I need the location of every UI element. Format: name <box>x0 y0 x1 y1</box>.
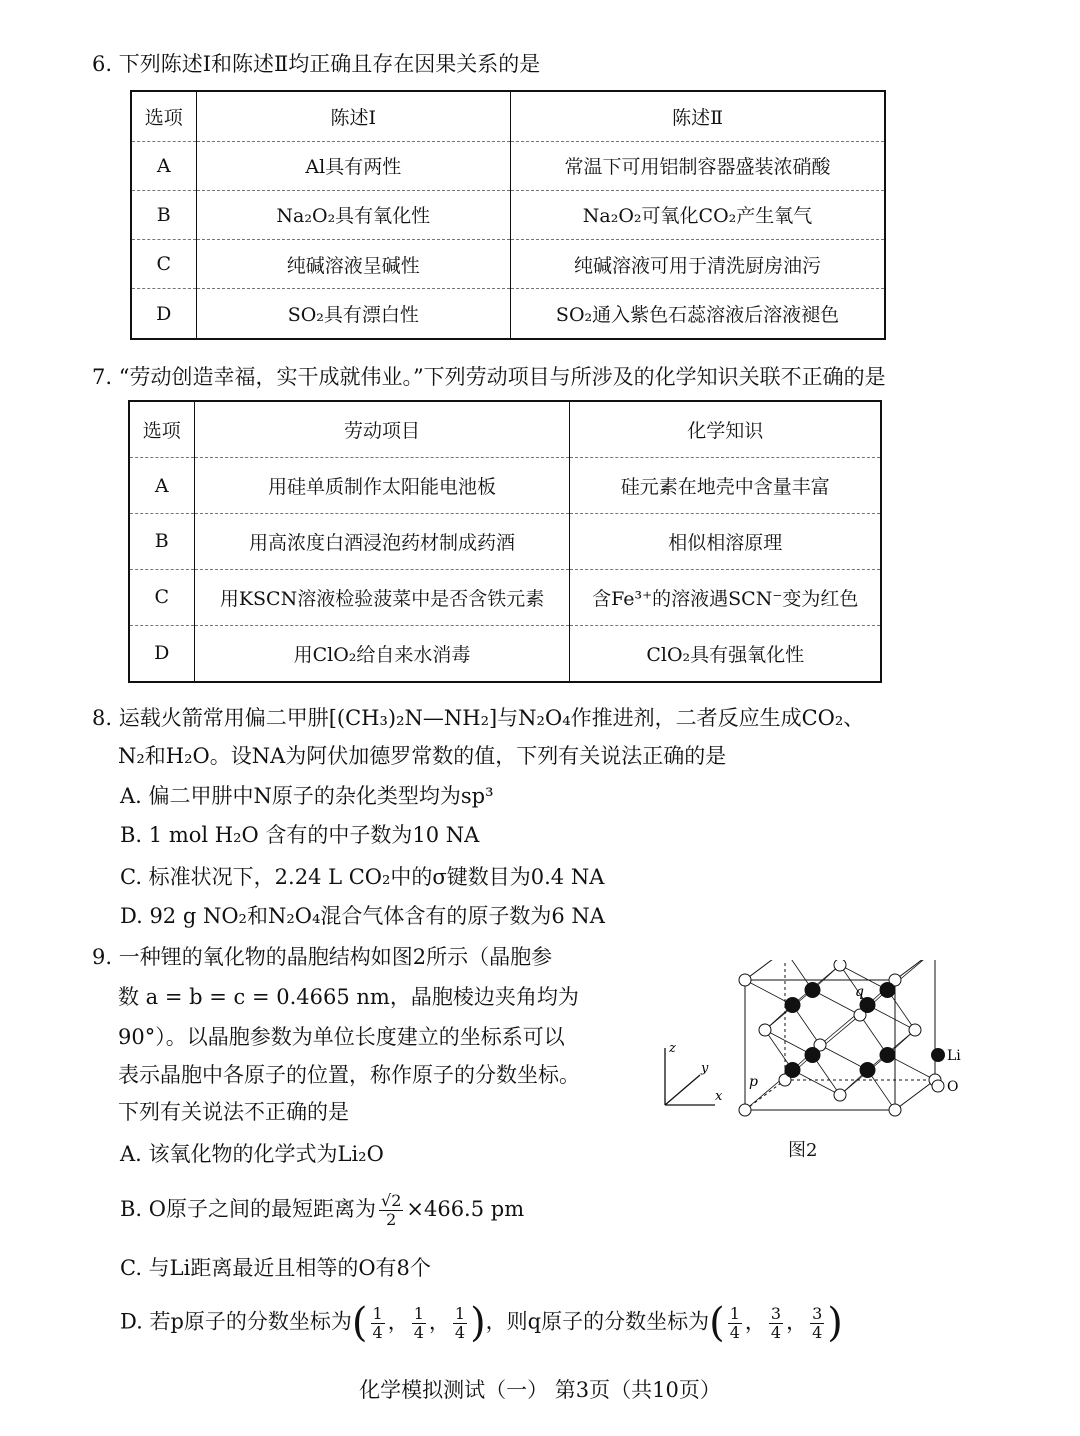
q8-stem-line2: N₂和H₂O。设NA为阿伏加德罗常数的值，下列有关说法正确的是 <box>118 744 727 768</box>
page-footer: 化学模拟测试（一） 第3页（共10页） <box>359 1378 721 1402</box>
legend-o: O <box>947 1079 959 1095</box>
denominator: 4 <box>812 1322 823 1342</box>
q6-stem: 6. 下列陈述Ⅰ和陈述Ⅱ均正确且存在因果关系的是 <box>92 52 541 76</box>
unit-cell <box>739 960 941 1116</box>
o-atom <box>834 1089 846 1101</box>
table-row <box>129 625 881 682</box>
o-atom <box>759 1024 771 1036</box>
table-row <box>131 190 885 239</box>
li-legend-icon <box>931 1048 945 1062</box>
crystal-figure <box>655 960 975 1120</box>
q9-option-c: C. 与Li距离最近且相等的O有8个 <box>120 1256 431 1280</box>
table-cell: D <box>129 625 194 682</box>
numerator: 1 <box>372 1303 383 1323</box>
q8-option-b: B. 1 mol H₂O 含有的中子数为10 NA <box>120 823 480 847</box>
o-atom <box>909 1024 921 1036</box>
denominator: 4 <box>729 1322 740 1342</box>
option-text: B. O原子之间的最短距离为 <box>120 1197 376 1221</box>
q7-table <box>128 400 882 683</box>
table-cell: Al具有两性 <box>196 141 511 190</box>
o-atom <box>889 1104 901 1116</box>
fraction <box>371 1305 385 1342</box>
table-row <box>131 91 885 141</box>
q8-option-a: A. 偏二甲肼中N原子的杂化类型均为sp³ <box>120 784 494 808</box>
table-row <box>131 141 885 190</box>
option-text: ，则q原子的分数坐标为 <box>485 1309 710 1334</box>
bond <box>820 1045 868 1070</box>
axis-y-label: y <box>701 1061 709 1076</box>
denominator: 4 <box>454 1322 466 1342</box>
denominator: 4 <box>372 1322 383 1342</box>
li-atom <box>805 1047 821 1063</box>
table-cell: 陈述Ⅰ <box>196 91 511 141</box>
table-cell: B <box>129 514 194 570</box>
fraction <box>412 1305 426 1342</box>
table-row <box>131 289 885 339</box>
table-cell: 用高浓度白酒浸泡药材制成药酒 <box>194 514 570 570</box>
numerator: 3 <box>812 1303 823 1323</box>
o-atom <box>739 1104 751 1116</box>
table-cell: 纯碱溶液可用于清洗厨房油污 <box>511 240 885 289</box>
table-cell: Na₂O₂可氧化CO₂产生氧气 <box>511 190 885 239</box>
table-cell: SO₂具有漂白性 <box>196 289 511 339</box>
axis-x-label: x <box>715 1089 723 1104</box>
table-row <box>131 240 885 289</box>
q9-line: 下列有关说法不正确的是 <box>118 1100 349 1124</box>
figure-caption: 图2 <box>788 1140 818 1161</box>
q-coordinates: $\frac{1}{4}$ ， $\frac{3}{4}$ ， $\frac{3}{4}$ <box>729 1303 823 1342</box>
q7-stem: 7. “劳动创造幸福，实干成就伟业。”下列劳动项目与所涉及的化学知识关联不正确的是 <box>92 365 886 389</box>
table-cell: 纯碱溶液呈碱性 <box>196 240 511 289</box>
numerator: √2 <box>381 1191 402 1210</box>
table-cell: A <box>129 458 194 514</box>
option-text: D. 若p原子的分数坐标为 <box>120 1309 352 1334</box>
table-cell: SO₂通入紫色石蕊溶液后溶液褪色 <box>511 289 885 339</box>
table-row <box>129 569 881 625</box>
bond <box>765 1030 813 1055</box>
table-cell: 相似相溶原理 <box>570 514 881 570</box>
q9-line: 90°）。以晶胞参数为单位长度建立的坐标系可以 <box>118 1025 565 1049</box>
table-cell: D <box>131 289 196 339</box>
table-cell: 用硅单质制作太阳能电池板 <box>194 458 570 514</box>
cell-edge <box>895 960 935 980</box>
o-legend-icon <box>932 1080 944 1092</box>
li-atom <box>805 982 821 998</box>
bond <box>813 990 861 1015</box>
li-atom <box>880 982 896 998</box>
table-cell: A <box>131 141 196 190</box>
table-cell: 硅元素在地壳中含量丰富 <box>570 458 881 514</box>
q9-option-d: D. 若p原子的分数坐标为( $\frac{1}{4}$ ， $\frac{1}{4}$ ， $\frac{1}{4}$ )，则q原子的分数坐标为( $\frac{1}{4}$ ， $\frac{3}{4}$ ， $\frac{3}{4}$ ) <box>120 1300 843 1346</box>
q9-line: 表示晶胞中各原子的位置，称作原子的分数坐标。 <box>118 1063 580 1087</box>
label-p: p <box>749 1074 758 1090</box>
li-atom <box>785 1062 801 1078</box>
table-cell: Na₂O₂具有氧化性 <box>196 190 511 239</box>
fraction <box>379 1192 403 1229</box>
table-row <box>129 514 881 570</box>
q9-option-a: A. 该氧化物的化学式为Li₂O <box>120 1142 384 1166</box>
q6-table <box>130 90 886 340</box>
table-cell: 用ClO₂给自来水消毒 <box>194 625 570 682</box>
table-cell: 含Fe³⁺的溶液遇SCN⁻变为红色 <box>570 569 881 625</box>
q8-option-c: C. 标准状况下，2.24 L CO₂中的σ键数目为0.4 NA <box>120 865 605 889</box>
fraction <box>769 1305 783 1342</box>
table-cell: 选项 <box>129 401 194 458</box>
bond <box>868 1005 916 1030</box>
table-cell: 选项 <box>131 91 196 141</box>
p-coordinates: $\frac{1}{4}$ ， $\frac{1}{4}$ ， $\frac{1}{4}$ <box>372 1303 466 1342</box>
table-cell: ClO₂具有强氧化性 <box>570 625 881 682</box>
li-atom <box>860 1062 876 1078</box>
label-q: q <box>855 984 864 1000</box>
table-cell: C <box>129 569 194 625</box>
li-atom <box>880 1047 896 1063</box>
table-cell: 劳动项目 <box>194 401 570 458</box>
bond <box>793 1070 841 1095</box>
option-text: ×466.5 pm <box>406 1197 525 1221</box>
denominator: 4 <box>413 1322 424 1342</box>
q9-line: 数 a = b = c = 0.4665 nm，晶胞棱边夹角均为 <box>118 985 579 1009</box>
denominator: 2 <box>386 1210 397 1229</box>
axes <box>665 1048 715 1105</box>
q8-stem-line1: 8. 运载火箭常用偏二甲肼[(CH₃)₂N—NH₂]与N₂O₄作推进剂，二者反应生成CO₂、 <box>92 706 865 730</box>
o-atom <box>834 960 846 971</box>
o-atom <box>739 974 751 986</box>
table-row <box>129 458 881 514</box>
table-cell: 用KSCN溶液检验菠菜中是否含铁元素 <box>194 569 570 625</box>
cell-edge <box>895 1080 935 1110</box>
table-cell: 陈述Ⅱ <box>511 91 885 141</box>
li-atom <box>785 997 801 1013</box>
numerator: 3 <box>770 1303 782 1323</box>
q9-option-b <box>120 1192 524 1229</box>
table-cell: 化学知识 <box>570 401 881 458</box>
q9-line: 9. 一种锂的氧化物的晶胞结构如图2所示（晶胞参 <box>92 945 553 969</box>
table-cell: 常温下可用铝制容器盛装浓硝酸 <box>511 141 885 190</box>
cell-edge <box>745 960 785 980</box>
table-cell: C <box>131 240 196 289</box>
denominator: 4 <box>770 1322 782 1342</box>
table-row <box>129 401 881 458</box>
numerator: 1 <box>454 1303 466 1323</box>
axis-z-label: z <box>669 1041 676 1056</box>
legend-li: Li <box>947 1048 961 1064</box>
q8-option-d: D. 92 g NO₂和N₂O₄混合气体含有的原子数为6 NA <box>120 904 605 928</box>
fraction <box>810 1305 824 1342</box>
fraction <box>453 1305 467 1342</box>
numerator: 1 <box>413 1303 424 1323</box>
fraction <box>728 1305 742 1342</box>
table-cell: B <box>131 190 196 239</box>
numerator: 1 <box>729 1303 740 1323</box>
